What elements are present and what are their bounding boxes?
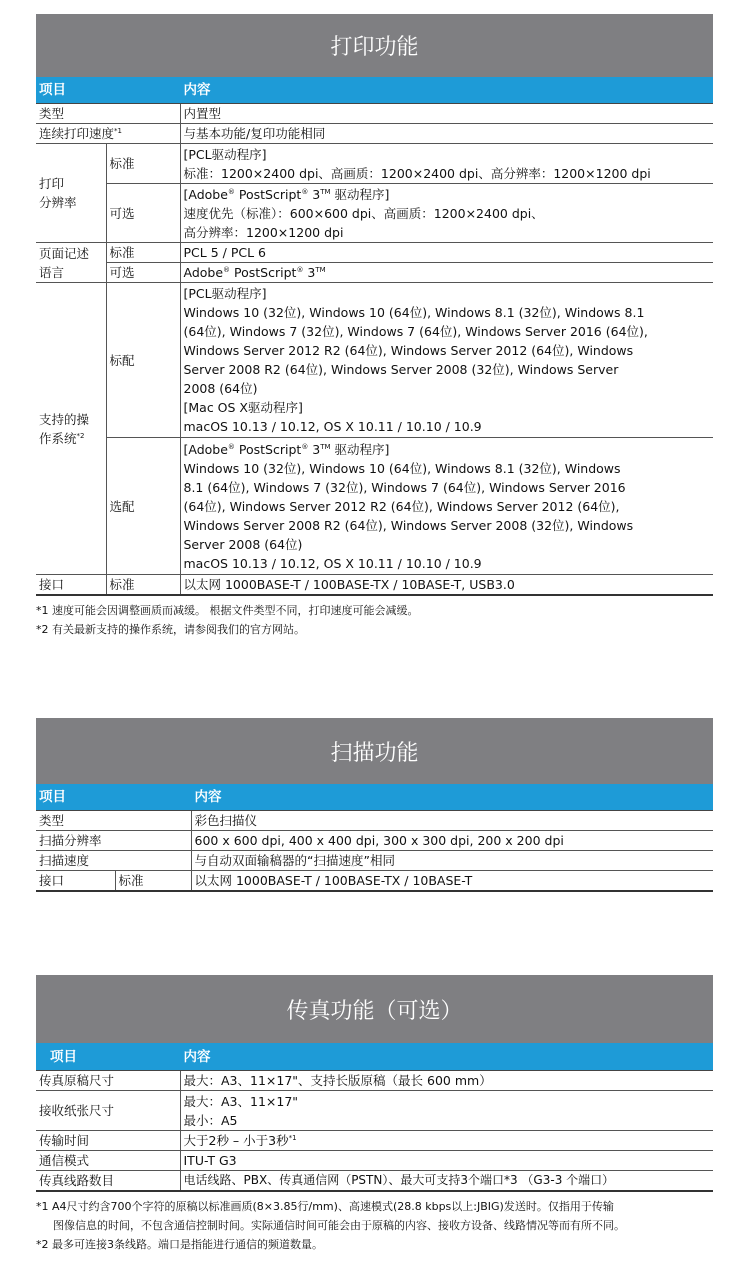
table-row	[36, 1171, 713, 1192]
row-label: 通信模式	[36, 1151, 180, 1171]
row-value: [Adobe® PostScript® 3™ 驱动程序] 速度优先（标准）：600×600 dpi、高画质：1200×2400 dpi、 高分辨率：1200×1200 dpi	[180, 184, 713, 243]
row-value: 电话线路、PBX、传真通信网（PSTN）、最大可支持3个端口*3 （G3-3 个端口）	[180, 1171, 713, 1192]
row-value: 以太网 1000BASE-T / 100BASE-TX / 10BASE-T	[191, 871, 713, 892]
row-label: 接口	[36, 575, 106, 596]
table-row	[36, 283, 713, 438]
print-title: 打印功能	[36, 14, 713, 77]
footnote: *2 有关最新支持的操作系统，请参阅我们的官方网站。	[36, 623, 305, 636]
os-line: macOS 10.13 / 10.12, OS X 10.11 / 10.10 / 10.9	[183, 419, 482, 434]
table-row	[36, 438, 713, 575]
header-content: 内容	[191, 785, 713, 811]
table-row	[36, 851, 713, 871]
row-value: 600 x 600 dpi, 400 x 400 dpi, 300 x 300 dpi, 200 x 200 dpi	[191, 831, 713, 851]
row-value: 大于2秒 – 小于3秒$^{*1}$	[180, 1131, 713, 1151]
footnote: *1 速度可能会因调整画质而减缓。 根据文件类型不同，打印速度可能会减缓。	[36, 604, 419, 617]
os-line: Server 2008 (64位)	[183, 536, 303, 552]
row-value: 与自动双面输稿器的“扫描速度”相同	[191, 851, 713, 871]
table-row	[36, 1071, 713, 1091]
table-row	[36, 811, 713, 831]
scan-spec-table	[36, 784, 713, 892]
os-line: 8.1 (64位), Windows 7 (32位), Windows 7 (64位), Windows Server 2016	[183, 479, 626, 495]
fax-section	[36, 975, 713, 1254]
sub-label: 标配	[106, 283, 180, 438]
table-row	[36, 243, 713, 263]
row-value: 彩色扫描仪	[191, 811, 713, 831]
header-item: 项目	[36, 1044, 180, 1071]
row-label: 扫描分辨率	[36, 831, 191, 851]
os-line: (64位), Windows 7 (32位), Windows 7 (64位), Windows Server 2016 (64位),	[183, 324, 648, 339]
header-content: 内容	[180, 1044, 713, 1071]
table-row	[36, 1151, 713, 1171]
row-value: 与基本功能/复印功能相同	[180, 124, 713, 144]
os-optional-list: [Adobe® PostScript® 3™ 驱动程序] Windows 10 (32位), Windows 10 (64位), Windows 8.1 (32位), Windows 8.1 (64位), Windows 7 (32位), Windows 7 (64位), Windows Server 2016 (64位), Windows Server 2012 R2 (64位), Windows Server 2012 (64位), Windows Server 2008 R2 (64位), Windows Server 2008 (32位), Windows Server 2008 (64位) macOS 10.13 / 10.12, OS X 10.11 / 10.10 / 10.9	[180, 438, 713, 575]
table-header	[36, 78, 713, 104]
row-value: ITU-T G3	[180, 1151, 713, 1171]
table-row	[36, 184, 713, 243]
row-label: 传真原稿尺寸	[36, 1071, 180, 1091]
os-line: Windows 10 (32位), Windows 10 (64位), Windows 8.1 (32位), Windows 8.1	[183, 305, 645, 320]
sub-label: 可选	[106, 263, 180, 283]
table-row	[36, 575, 713, 596]
row-value: 最大：A3、11×17"、支持长版原稿（最长 600 mm）	[180, 1071, 713, 1091]
sub-label: 标准	[106, 243, 180, 263]
fax-spec-table	[36, 1043, 713, 1192]
header-content: 内容	[180, 78, 713, 104]
row-value: Adobe® PostScript® 3™	[180, 263, 713, 283]
row-label: 类型	[36, 104, 180, 124]
row-label: 接收纸张尺寸	[36, 1091, 180, 1131]
os-line: Server 2008 R2 (64位), Windows Server 2008 (32位), Windows Server	[183, 362, 619, 377]
row-label: 连续打印速度$^{*1}$	[36, 124, 180, 144]
sub-label: 标准	[106, 575, 180, 596]
table-row	[36, 263, 713, 283]
sub-label: 可选	[106, 184, 180, 243]
row-label: 扫描速度	[36, 851, 191, 871]
header-item: 项目	[36, 785, 191, 811]
row-label: 类型	[36, 811, 191, 831]
row-label: 支持的操 作系统$^{*2}$	[36, 283, 106, 575]
row-label: 传真线路数目	[36, 1171, 180, 1192]
row-label: 接口	[36, 871, 115, 892]
table-header	[36, 785, 713, 811]
row-value: 最大：A3、11×17" 最小：A5	[180, 1091, 713, 1131]
row-value: PCL 5 / PCL 6	[180, 243, 713, 263]
footnote: *2 最多可连接3条线路。端口是指能进行通信的频道数量。	[36, 1238, 323, 1251]
table-header	[36, 1044, 713, 1071]
row-value: 内置型	[180, 104, 713, 124]
os-line: Windows Server 2008 R2 (64位), Windows Server 2008 (32位), Windows	[183, 517, 634, 533]
os-line: [PCL驱动程序]	[183, 286, 267, 301]
os-line: [Mac OS X驱动程序]	[183, 400, 303, 415]
print-spec-table	[36, 77, 713, 596]
scan-section	[36, 718, 713, 892]
sub-label: 标准	[106, 144, 180, 184]
table-row	[36, 1131, 713, 1151]
table-row	[36, 831, 713, 851]
row-label: 页面记述 语言	[36, 243, 106, 283]
sub-label: 标准	[115, 871, 191, 892]
footnote: 图像信息的时间，不包含通信控制时间。实际通信时间可能会由于原稿的内容、接收方设备、线路情况等而有所不同。	[53, 1219, 625, 1232]
header-item: 项目	[36, 78, 180, 104]
row-value: [PCL驱动程序] 标准：1200×2400 dpi、高画质：1200×2400 dpi、高分辨率：1200×1200 dpi	[180, 144, 713, 184]
row-value: 以太网 1000BASE-T / 100BASE-TX / 10BASE-T, USB3.0	[180, 575, 713, 596]
table-row	[36, 1091, 713, 1131]
table-row	[36, 871, 713, 892]
table-row	[36, 144, 713, 184]
os-standard-list	[180, 283, 713, 438]
table-row	[36, 104, 713, 124]
os-line: Windows 10 (32位), Windows 10 (64位), Windows 8.1 (32位), Windows	[183, 460, 621, 476]
print-section	[36, 14, 713, 639]
row-label: 传输时间	[36, 1131, 180, 1151]
os-line: Windows Server 2012 R2 (64位), Windows Server 2012 (64位), Windows	[183, 343, 634, 358]
footnote: *1 A4尺寸约含700个字符的原稿以标准画质(8×3.85行/mm)、高速模式(28.8 kbps以上:JBIG)发送时。仅指用于传输	[36, 1200, 614, 1213]
table-row	[36, 124, 713, 144]
scan-title: 扫描功能	[36, 718, 713, 784]
row-label: 打印 分辨率	[36, 144, 106, 243]
os-line: (64位), Windows Server 2012 R2 (64位), Windows Server 2012 (64位),	[183, 498, 620, 514]
os-line: macOS 10.13 / 10.12, OS X 10.11 / 10.10 / 10.9	[183, 555, 482, 571]
fax-title: 传真功能（可选）	[36, 975, 713, 1043]
os-line: 2008 (64位)	[183, 381, 258, 396]
sub-label: 选配	[106, 438, 180, 575]
